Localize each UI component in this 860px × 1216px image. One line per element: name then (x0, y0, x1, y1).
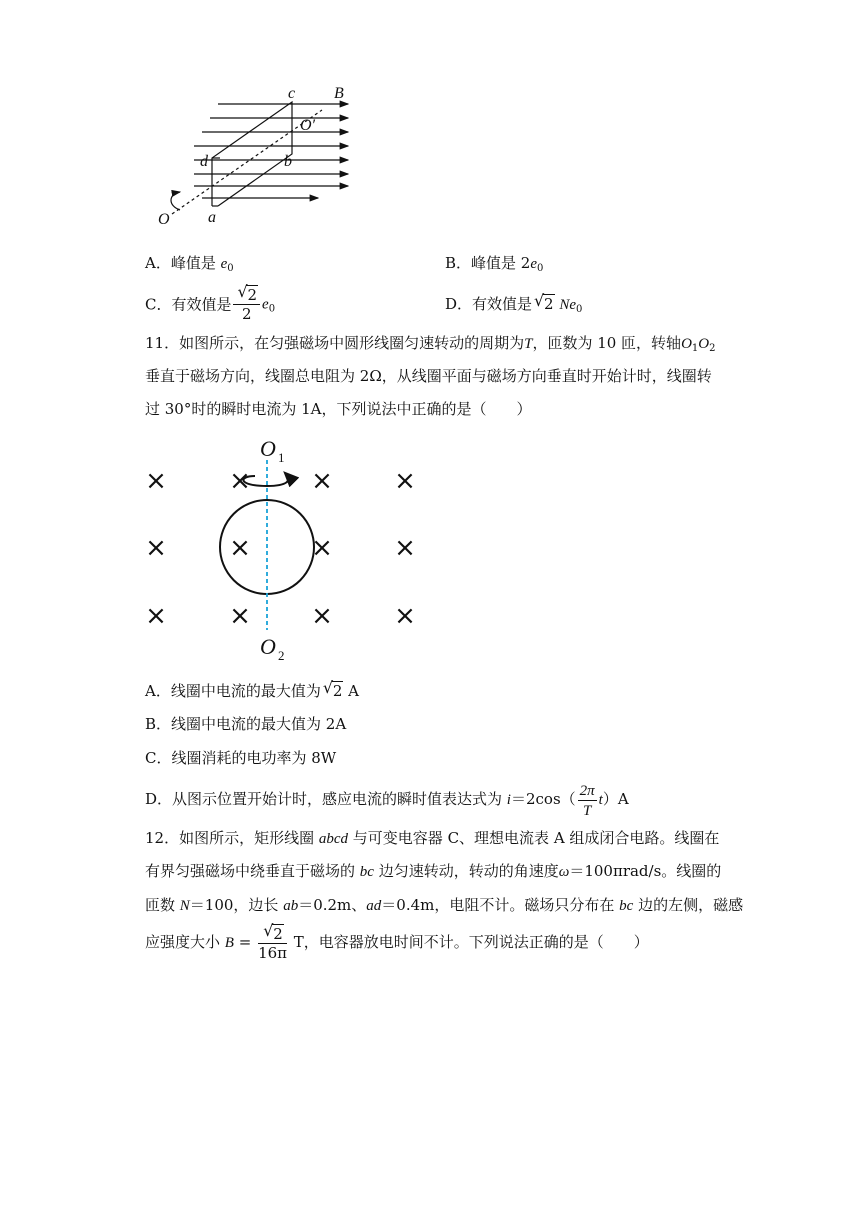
cross-mark: × (145, 466, 167, 496)
q10-option-b[interactable]: B．峰值是 $2e_0$ (445, 254, 544, 274)
cross-mark: × (229, 466, 251, 496)
axis-top-label: O (260, 436, 276, 461)
cross-mark: × (394, 466, 416, 496)
q10-option-c[interactable]: C．有效值是 √ 2 2 $e_0$ (145, 282, 276, 323)
q12-stem-line-2: 有界匀强磁场中绕垂直于磁场的 bc 边匀速转动，转动的角速度ω＝100πrad/s。线圈的 (145, 862, 722, 880)
q11-option-d[interactable]: D．从图示位置开始计时，感应电流的瞬时值表达式为 i＝2cos（ $\frac{2\pi}{T}$ t）A (145, 782, 629, 819)
sqrt: √ 2 (534, 291, 554, 313)
q10-option-a[interactable]: A．峰值是 $e_0$ (145, 254, 234, 274)
cross-mark: × (145, 533, 167, 563)
fig-label-d: d (200, 153, 208, 170)
fig-label-O: O (158, 211, 170, 228)
fraction: $\frac{2\pi}{T}$ (579, 782, 595, 819)
cross-mark: × (394, 601, 416, 631)
cross-mark: × (229, 601, 251, 631)
q11-option-b[interactable]: B．线圈中电流的最大值为 2A (145, 715, 347, 733)
fig-label-c: c (288, 85, 296, 102)
svg-text:1: 1 (278, 450, 285, 465)
fig-label-B: B (334, 85, 344, 102)
cross-mark: × (394, 533, 416, 563)
fig-label-O-prime: O′ (300, 117, 316, 134)
svg-text:2: 2 (278, 648, 285, 663)
fraction: √ 2 16π (258, 920, 288, 962)
q11-option-c[interactable]: C．线圈消耗的电功率为 8W (145, 749, 337, 767)
cross-mark: × (145, 601, 167, 631)
cross-mark: × (311, 533, 333, 563)
q12-stem-line-3: 匝数 N＝100，边长 ab＝0.2m、ad＝0.4m，电阻不计。磁场只分布在 bc 边的左侧，磁感 (145, 896, 744, 914)
q12-stem-line-1: 12．如图所示，矩形线圈 abcd 与可变电容器 C、理想电流表 A 组成闭合电路。线圈在 (145, 829, 720, 847)
fig-label-a: a (208, 209, 216, 226)
q10-option-d[interactable]: D．有效值是 √ 2 $Ne_0$ (445, 291, 583, 315)
coil-field-figure (150, 82, 370, 232)
circular-coil-figure (140, 432, 430, 664)
q11-option-a[interactable]: A．线圈中电流的最大值为 √ 2 A (145, 678, 359, 700)
sqrt: √ 2 (322, 678, 343, 700)
axis-bottom-label: O (260, 634, 276, 659)
fig-label-b: b (284, 153, 292, 170)
q11-stem-line-3: 过 30°时的瞬时电流为 1A，下列说法中正确的是（ ） (145, 400, 532, 418)
q11-stem-line-2: 垂直于磁场方向，线圈总电阻为 2Ω，从线圈平面与磁场方向垂直时开始计时，线圈转 (145, 367, 712, 385)
q11-stem-line-1: 11．如图所示，在匀强磁场中圆形线圈匀速转动的周期为T，匝数为 10 匝，转轴$O_1O_2$ (145, 334, 716, 354)
cross-mark: × (311, 601, 333, 631)
cross-mark: × (311, 466, 333, 496)
fraction: √ 2 2 (233, 286, 260, 323)
q12-stem-line-4: 应强度大小 B = √ 2 16π T，电容器放电时间不计。下列说法正确的是（ ） (145, 920, 649, 962)
cross-mark: × (229, 533, 251, 563)
